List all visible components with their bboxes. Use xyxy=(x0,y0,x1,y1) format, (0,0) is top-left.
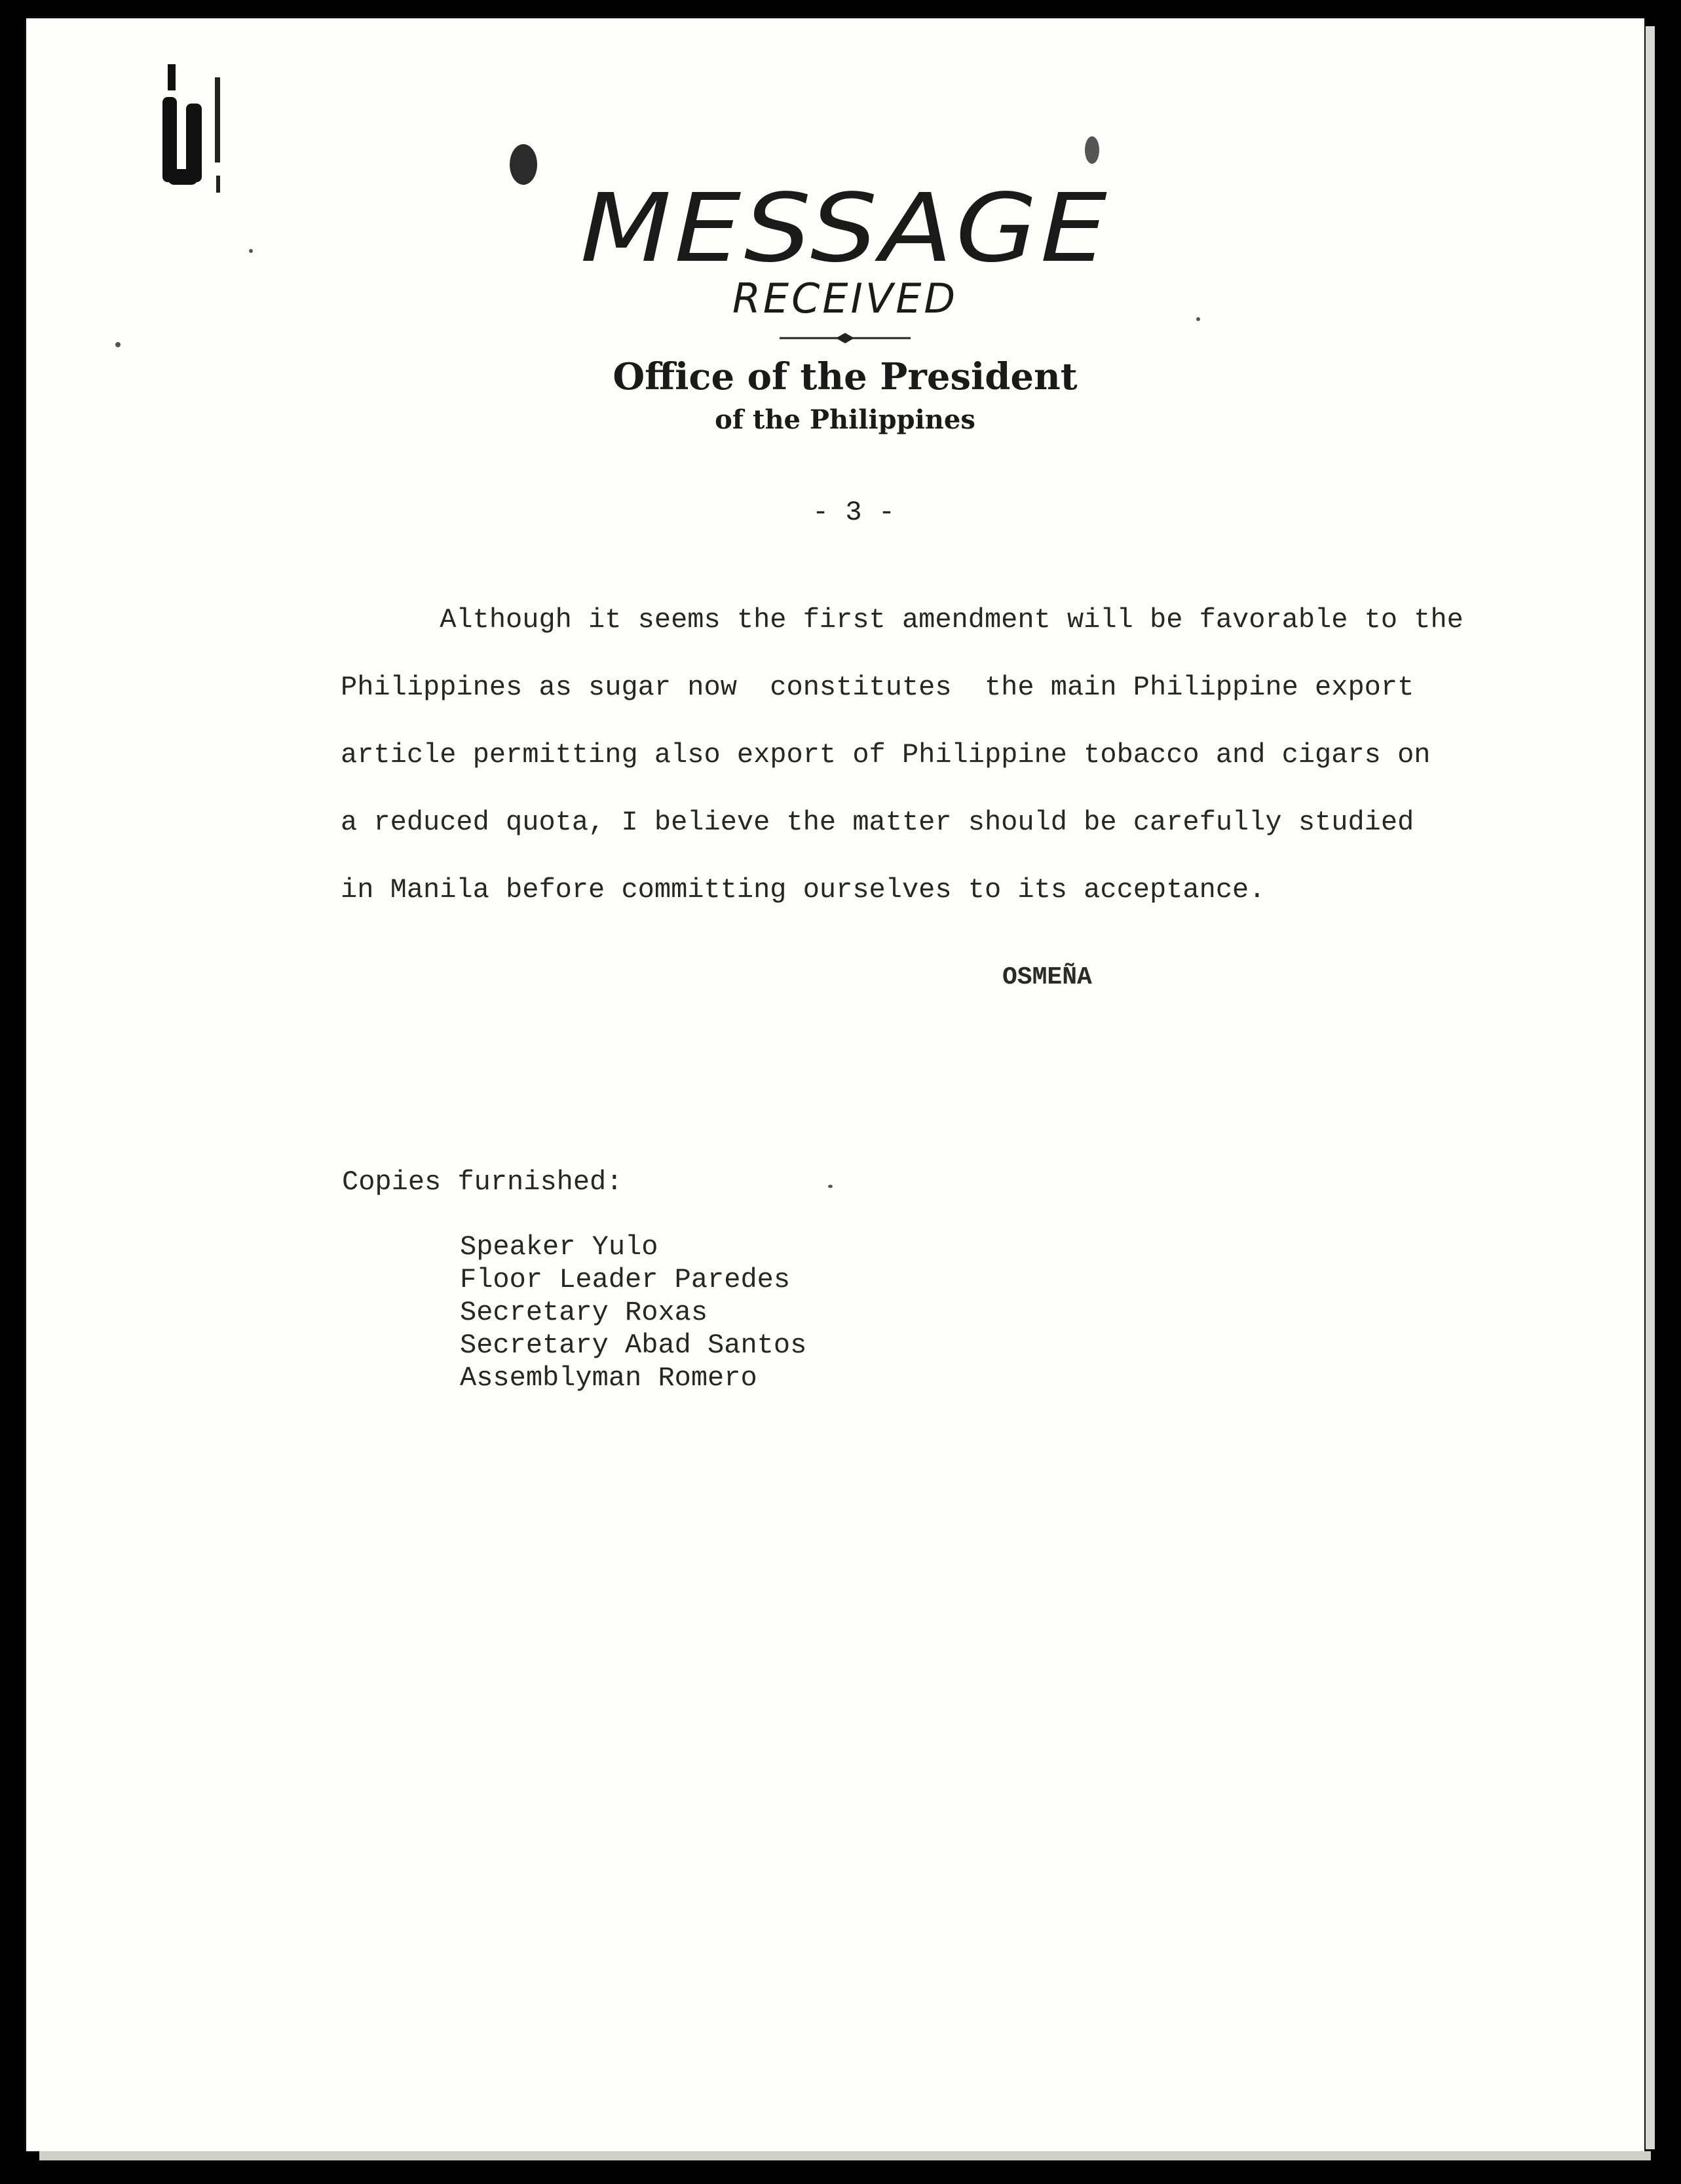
message-body xyxy=(341,586,1507,924)
ink-blot-right xyxy=(1085,136,1099,164)
body-line: Although it seems the first amendment will be favorable to the xyxy=(341,604,1464,636)
recipient-item: Secretary Abad Santos xyxy=(460,1330,807,1361)
page-edge-bottom xyxy=(39,2151,1651,2160)
signature: OSMEÑA xyxy=(1002,963,1092,991)
ink-blot-left xyxy=(510,144,537,185)
letterhead-office: Office of the President xyxy=(613,355,1078,399)
letterhead-title: MESSAGE xyxy=(580,173,1110,283)
ink-stamp-mark xyxy=(143,58,228,215)
letterhead-divider xyxy=(780,330,911,346)
body-line: in Manila before committing ourselves to its acceptance. xyxy=(341,874,1266,906)
recipient-item: Assemblyman Romero xyxy=(460,1362,757,1394)
copies-label: Copies furnished: xyxy=(342,1166,623,1198)
recipient-item: Speaker Yulo xyxy=(460,1231,658,1263)
recipient-item: Secretary Roxas xyxy=(460,1297,708,1328)
page-edge-right xyxy=(1646,26,1655,2149)
copies-recipient-list xyxy=(460,1231,806,1394)
paper-speck xyxy=(115,342,121,347)
letterhead-subtitle: RECEIVED xyxy=(732,275,958,322)
body-line: article permitting also export of Philippine tobacco and cigars on xyxy=(341,739,1431,771)
paper-speck xyxy=(1196,317,1200,321)
letterhead xyxy=(537,173,1153,441)
page-number: - 3 - xyxy=(812,497,896,528)
paper-speck xyxy=(249,249,253,253)
recipient-item: Floor Leader Paredes xyxy=(460,1264,791,1295)
letterhead-country: of the Philippines xyxy=(715,404,975,436)
body-line: Philippines as sugar now constitutes the main Philippine export xyxy=(341,672,1414,703)
paper-speck xyxy=(828,1185,833,1188)
body-line: a reduced quota, I believe the matter should be carefully studied xyxy=(341,807,1414,838)
